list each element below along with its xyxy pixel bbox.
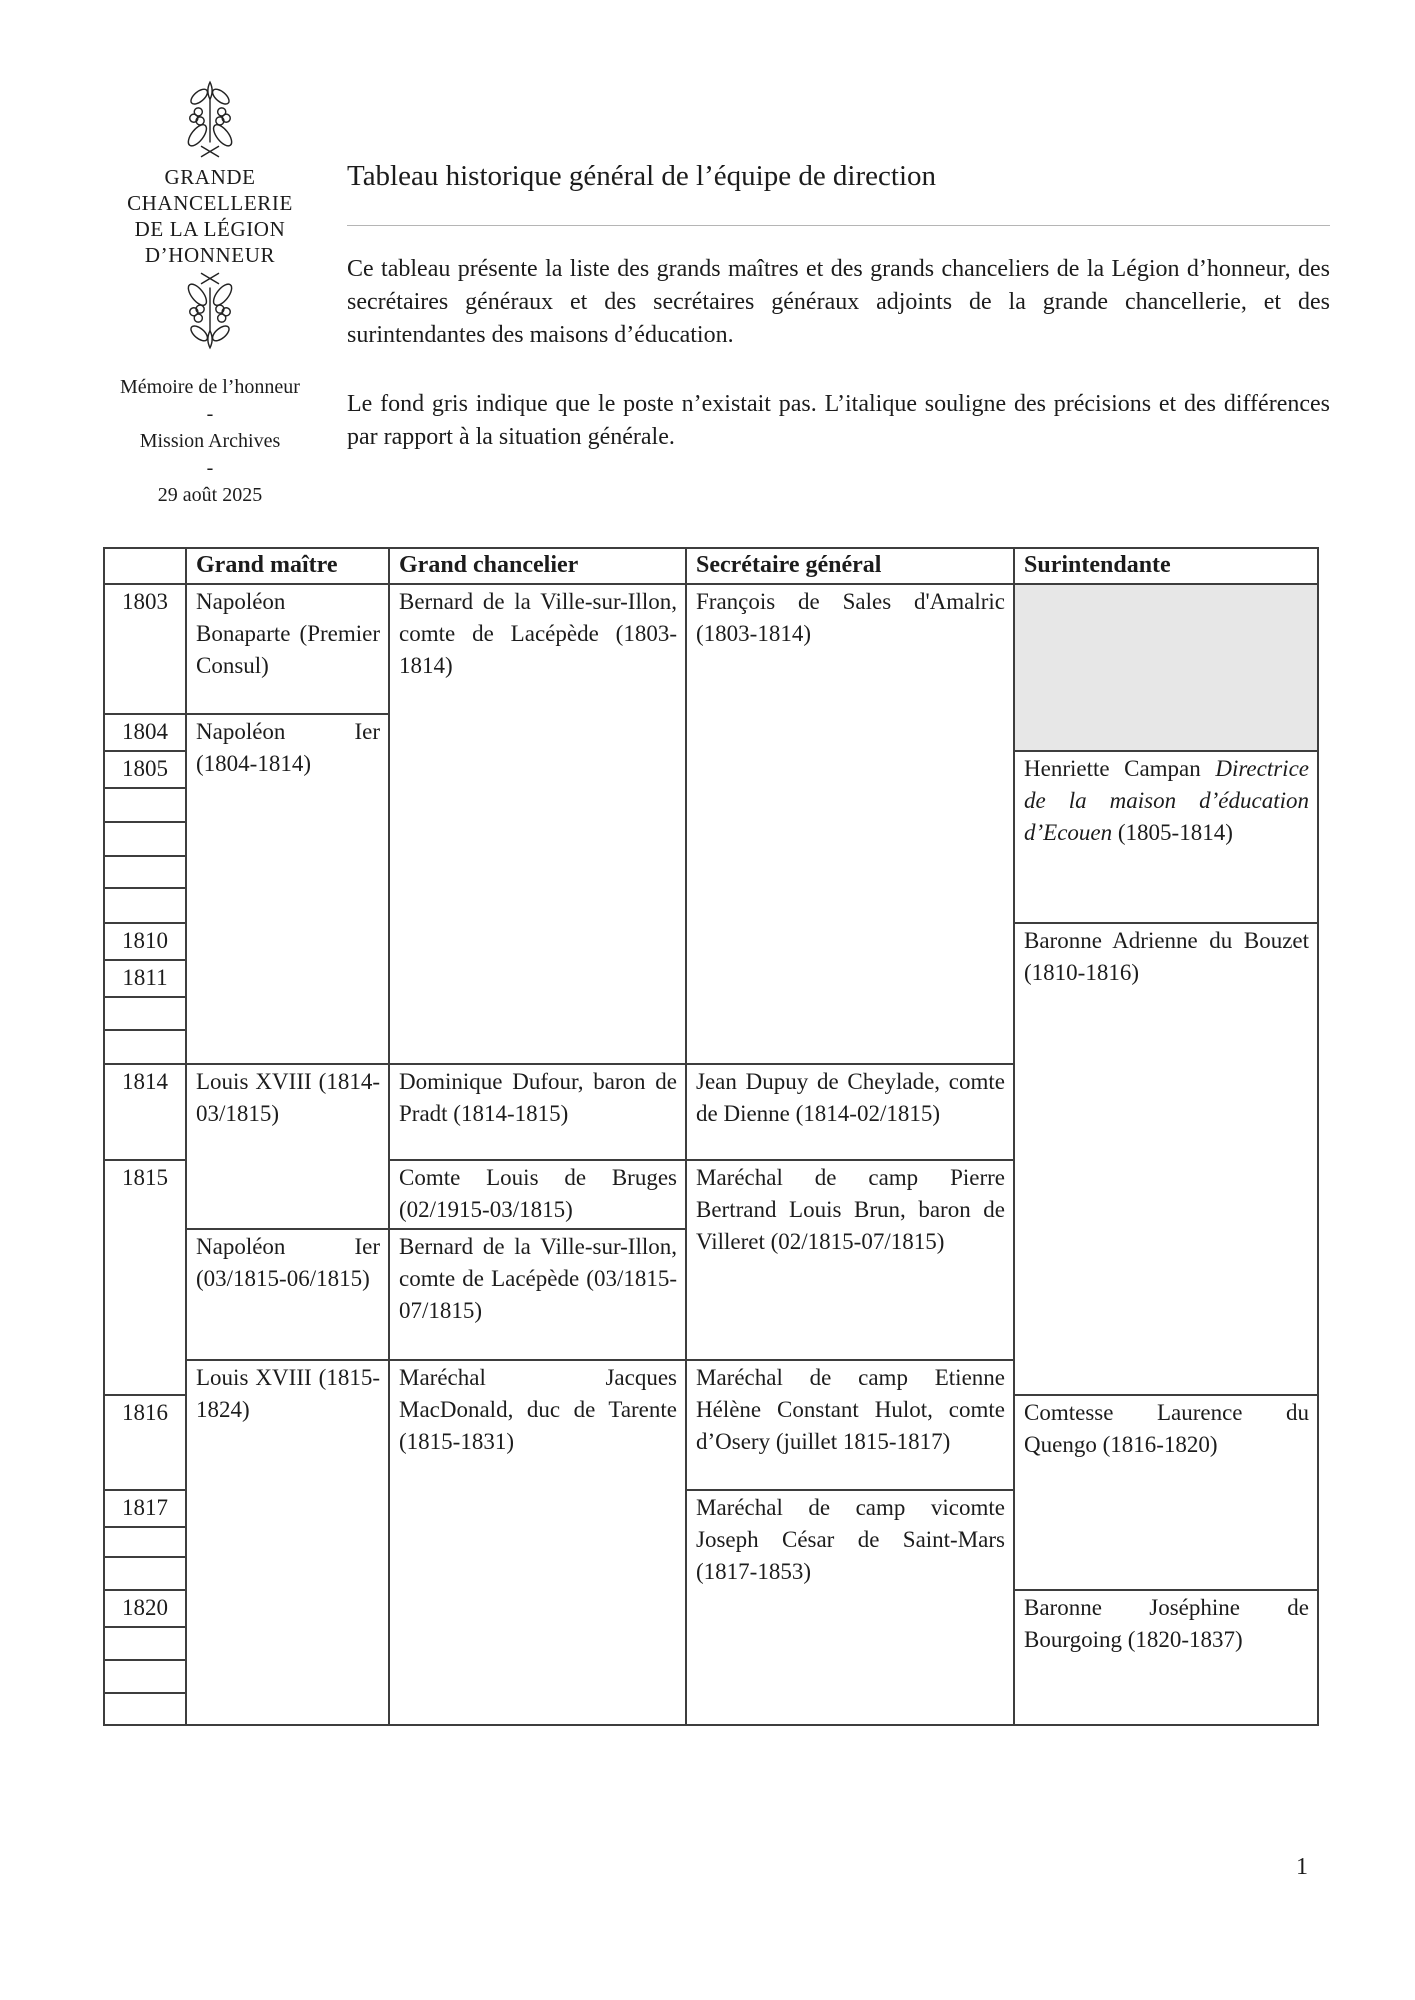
year-cell-empty bbox=[104, 888, 186, 923]
tagline-line: Mission Archives bbox=[139, 430, 281, 452]
cell-gm-louis-1815: Louis XVIII (1815-1824) bbox=[186, 1360, 389, 1725]
column-header-grand-chancelier: Grand chancelier bbox=[389, 548, 686, 584]
year-cell-empty bbox=[104, 1627, 186, 1660]
cell-sur-campan bbox=[1014, 751, 1318, 923]
cell-gm-napoleon-1815: Napoléon Ier (03/1815-06/1815) bbox=[186, 1229, 389, 1360]
cell-sg-brun: Maréchal de camp Pierre Bertrand Louis Brun, baron de Villeret (02/1815-07/1815) bbox=[686, 1160, 1014, 1360]
column-header-grand-maitre: Grand maître bbox=[186, 548, 389, 584]
cell-sur-bourgoing: Baronne Joséphine de Bourgoing (1820-1837) bbox=[1014, 1590, 1318, 1725]
title-rule bbox=[347, 225, 1330, 226]
cell-sg-saint-mars: Maréchal de camp vicomte Joseph César de Saint-Mars (1817-1853) bbox=[686, 1490, 1014, 1725]
year-cell-empty bbox=[104, 788, 186, 822]
org-name-line: DE LA LÉGION bbox=[134, 217, 286, 241]
cell-gc-lacepede-1815: Bernard de la Ville-sur-Illon, comte de Lacépède (03/1815-07/1815) bbox=[389, 1229, 686, 1360]
year-cell-1816: 1816 bbox=[104, 1395, 186, 1490]
cell-gc-lacepede-1803: Bernard de la Ville-sur-Illon, comte de Lacépède (1803-1814) bbox=[389, 584, 686, 1064]
cell-sur-quengo: Comtesse Laurence du Quengo (1816-1820) bbox=[1014, 1395, 1318, 1590]
laurel-emblem-mirrored-icon bbox=[183, 268, 237, 352]
cell-gc-macdonald: Maréchal Jacques MacDonald, duc de Tarente (1815-1831) bbox=[389, 1360, 686, 1725]
org-name-line: D’HONNEUR bbox=[144, 243, 276, 267]
year-cell-empty bbox=[104, 822, 186, 856]
org-name bbox=[85, 164, 335, 268]
org-name-line: GRANDE bbox=[164, 165, 256, 189]
year-cell-empty bbox=[104, 1660, 186, 1693]
cell-gc-bruges: Comte Louis de Bruges (02/1915-03/1815) bbox=[389, 1160, 686, 1229]
year-cell-1803: 1803 bbox=[104, 584, 186, 714]
cell-gm-louis-1814: Louis XVIII (1814-03/1815) bbox=[186, 1064, 389, 1229]
year-cell-1815: 1815 bbox=[104, 1160, 186, 1395]
year-cell-1814: 1814 bbox=[104, 1064, 186, 1160]
mission-tagline bbox=[85, 374, 335, 509]
intro-paragraph-1: Ce tableau présente la liste des grands maîtres et des grands chanceliers de la Légion d’honneur, des secrétaires généraux et des secrétaires généraux adjoints de la grande chancellerie, et des surintendantes des maisons d’éducation. bbox=[347, 256, 1330, 348]
cell-sg-hulot: Maréchal de camp Etienne Hélène Constant Hulot, comte d’Osery (juillet 1815-1817) bbox=[686, 1360, 1014, 1490]
table-header-row bbox=[104, 548, 1318, 584]
main-content bbox=[347, 157, 1330, 454]
page-title: Tableau historique général de l’équipe de direction bbox=[347, 160, 937, 192]
year-cell-1811: 1811 bbox=[104, 960, 186, 997]
tagline-line: Mémoire de l’honneur bbox=[120, 376, 300, 398]
cell-sur-bouzet: Baronne Adrienne du Bouzet (1810-1816) bbox=[1014, 923, 1318, 1395]
surintendante-name: Henriette Campan bbox=[1024, 756, 1216, 781]
column-header-year bbox=[104, 548, 186, 584]
table-row bbox=[104, 584, 1318, 714]
cell-gm-bonaparte: Napoléon Bonaparte (Premier Consul) bbox=[186, 584, 389, 714]
tagline-separator: - bbox=[206, 457, 214, 479]
surintendante-role-italic: Directrice de la maison d’éducation d’Ecouen bbox=[1024, 756, 1309, 845]
cell-gm-napoleon-1804: Napoléon Ier (1804-1814) bbox=[186, 714, 389, 1064]
year-cell-empty bbox=[104, 997, 186, 1030]
cell-sg-amalric: François de Sales d'Amalric (1803-1814) bbox=[686, 584, 1014, 1064]
year-cell-empty bbox=[104, 1557, 186, 1590]
column-header-secretaire-general: Secrétaire général bbox=[686, 548, 1014, 584]
year-cell-empty bbox=[104, 1030, 186, 1064]
sidebar bbox=[85, 78, 335, 509]
laurel-emblem-icon bbox=[183, 78, 237, 162]
year-cell-1820: 1820 bbox=[104, 1590, 186, 1627]
year-cell-empty bbox=[104, 1693, 186, 1725]
org-name-line: CHANCELLERIE bbox=[127, 191, 293, 215]
intro-text bbox=[347, 253, 1330, 454]
year-cell-empty bbox=[104, 1527, 186, 1557]
document-date: 29 août 2025 bbox=[157, 484, 263, 506]
cell-gc-dufour: Dominique Dufour, baron de Pradt (1814-1815) bbox=[389, 1064, 686, 1160]
year-cell-1817: 1817 bbox=[104, 1490, 186, 1527]
tagline-separator: - bbox=[206, 403, 214, 425]
year-cell-1805: 1805 bbox=[104, 751, 186, 788]
year-cell-1810: 1810 bbox=[104, 923, 186, 960]
cell-sur-empty-gray bbox=[1014, 584, 1318, 751]
page-number: 1 bbox=[1296, 1854, 1308, 1880]
year-cell-empty bbox=[104, 856, 186, 888]
column-header-surintendante: Surintendante bbox=[1014, 548, 1318, 584]
cell-sg-dienne: Jean Dupuy de Cheylade, comte de Dienne (1814-02/1815) bbox=[686, 1064, 1014, 1160]
intro-paragraph-2: Le fond gris indique que le poste n’existait pas. L’italique souligne des précisions et des différences par rapport à la situation générale. bbox=[347, 391, 1330, 450]
year-cell-1804: 1804 bbox=[104, 714, 186, 751]
history-table bbox=[103, 547, 1319, 1726]
surintendante-dates: (1805-1814) bbox=[1117, 820, 1233, 845]
